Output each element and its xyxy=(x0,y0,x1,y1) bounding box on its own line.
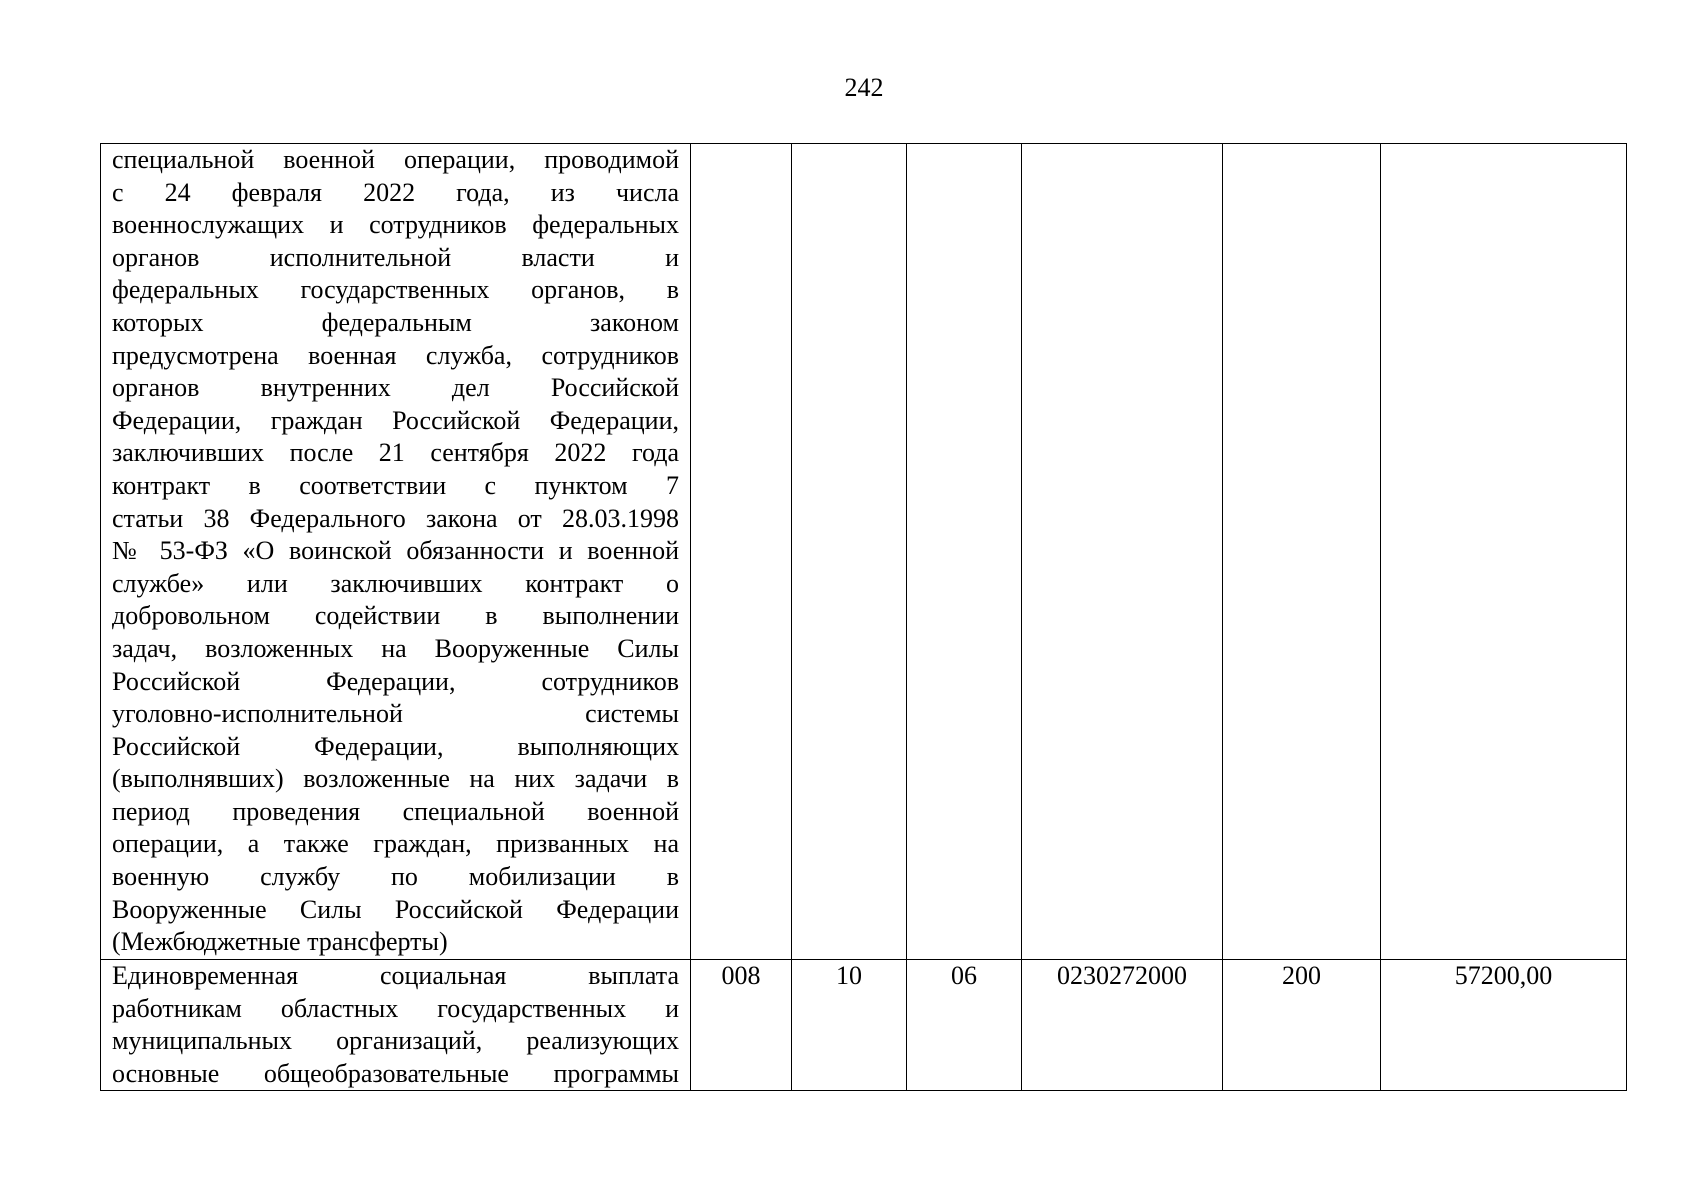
section-cell xyxy=(792,144,907,960)
description-line: органов внутренних дел Российской xyxy=(112,373,679,403)
description-line: работникам областных государственных и xyxy=(112,993,679,1023)
description-cell xyxy=(101,144,691,960)
target-article-cell xyxy=(1022,144,1223,960)
table-row xyxy=(101,144,1627,960)
section-cell: 10 xyxy=(792,960,907,1091)
target-article-cell: 0230272000 xyxy=(1022,960,1223,1091)
description-line: (выполнявших) возложенные на них задачи в xyxy=(112,764,679,794)
description-line: специальной военной операции, проводимой xyxy=(112,145,679,174)
description-line: Вооруженные Силы Российской Федерации xyxy=(112,894,679,924)
description-line: которых федеральным законом xyxy=(112,307,679,337)
expense-type-cell: 200 xyxy=(1223,960,1381,1091)
description-line: основные общеобразовательные программы xyxy=(112,1058,679,1088)
description-line: федеральных государственных органов, в xyxy=(112,275,679,305)
page-number: 242 xyxy=(844,73,884,102)
description-line: военнослужащих и сотрудников федеральных xyxy=(112,210,679,240)
description-line: военную службу по мобилизации в xyxy=(112,862,679,892)
description-line: с 24 февраля 2022 года, из числа xyxy=(112,177,679,207)
table-row xyxy=(101,960,1627,1091)
description-line: период проведения специальной военной xyxy=(112,796,679,826)
description-line: (Межбюджетные трансферты) xyxy=(112,927,448,957)
description-line: задач, возложенных на Вооруженные Силы xyxy=(112,633,679,663)
description-line: контракт в соответствии с пунктом 7 xyxy=(112,470,679,500)
description-line: муниципальных организаций, реализующих xyxy=(112,1026,679,1056)
description-line: уголовно-исполнительной системы xyxy=(112,699,679,729)
budget-table xyxy=(100,143,1627,1091)
subsection-cell: 06 xyxy=(907,960,1022,1091)
description-line: добровольном содействии в выполнении xyxy=(112,601,679,631)
expense-type-cell xyxy=(1223,144,1381,960)
description-line: Единовременная социальная выплата xyxy=(112,961,679,990)
description-text xyxy=(112,960,679,1090)
description-line: операции, а также граждан, призванных на xyxy=(112,829,679,859)
ministry-code-cell: 008 xyxy=(691,960,792,1091)
description-line: заключивших после 21 сентября 2022 года xyxy=(112,438,679,468)
description-line: № 53-ФЗ «О воинской обязанности и военной xyxy=(112,536,679,566)
description-line: Российской Федерации, выполняющих xyxy=(112,731,679,761)
description-line: Федерации, граждан Российской Федерации, xyxy=(112,405,679,435)
description-line: службе» или заключивших контракт о xyxy=(112,568,679,598)
ministry-code-cell xyxy=(691,144,792,960)
amount-cell xyxy=(1381,144,1627,960)
subsection-cell xyxy=(907,144,1022,960)
description-line: Российской Федерации, сотрудников xyxy=(112,666,679,696)
description-line: предусмотрена военная служба, сотрудников xyxy=(112,340,679,370)
description-line: органов исполнительной власти и xyxy=(112,242,679,272)
amount-cell: 57200,00 xyxy=(1381,960,1627,1091)
description-cell xyxy=(101,960,691,1091)
description-text xyxy=(112,144,679,959)
description-line: статьи 38 Федерального закона от 28.03.1998 xyxy=(112,503,679,533)
